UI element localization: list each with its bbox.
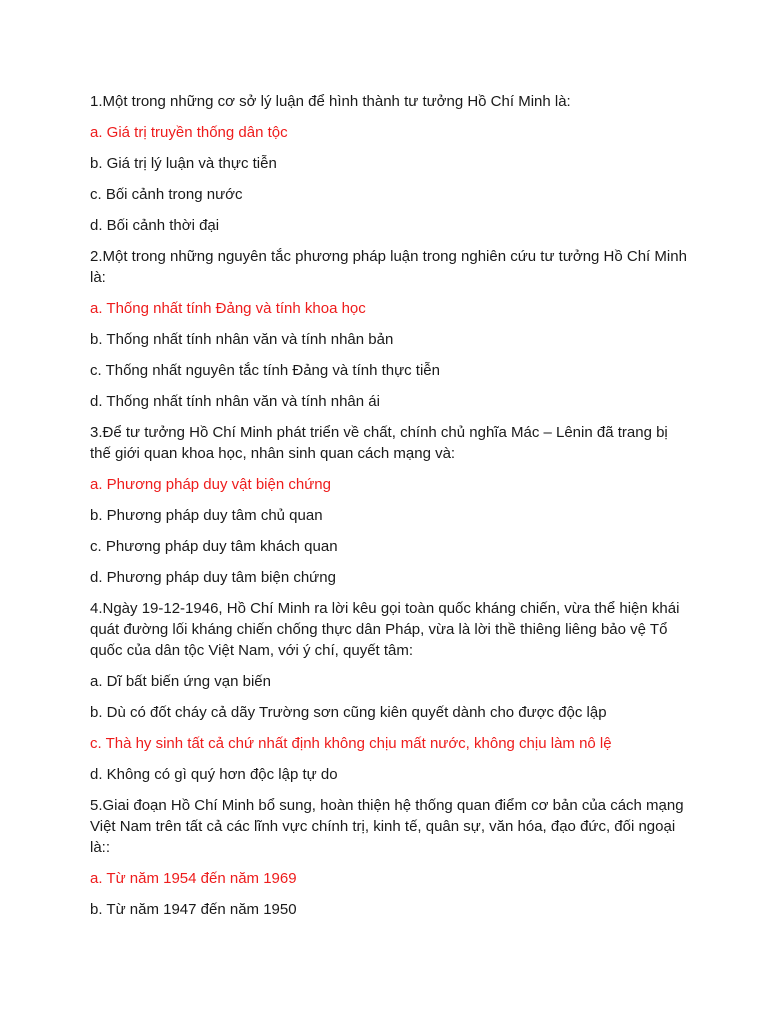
q3-option-b: b. Phương pháp duy tâm chủ quan [90,507,323,524]
quiz-document [90,91,690,920]
q4-option-b: b. Dù có đốt cháy cả dãy Trường sơn cũng kiên quyết dành cho được độc lập [90,704,607,721]
q1-option-a: a. Giá trị truyền thống dân tộc [90,124,288,141]
q1-option-c: c. Bối cảnh trong nước [90,186,243,203]
q3-option-a: a. Phương pháp duy vật biện chứng [90,476,331,493]
q4-option-a: a. Dĩ bất biến ứng vạn biến [90,673,271,690]
q5-option-a: a. Từ năm 1954 đến năm 1969 [90,870,297,887]
q2-option-a: a. Thống nhất tính Đảng và tính khoa học [90,300,366,317]
question-4: 4.Ngày 19-12-1946, Hồ Chí Minh ra lời kêu gọi toàn quốc kháng chiến, vừa thể hiện khái quát đường lối kháng chiến chống thực dân Pháp, vừa là lời thề thiêng liêng bảo vệ Tổ quốc của dân tộc Việt Nam, với ý chí, quyết tâm: [90,600,680,659]
q4-option-d: d. Không có gì quý hơn độc lập tự do [90,766,338,783]
q1-option-b: b. Giá trị lý luận và thực tiễn [90,155,277,172]
q2-option-c: c. Thống nhất nguyên tắc tính Đảng và tính thực tiễn [90,362,440,379]
question-5: 5.Giai đoạn Hồ Chí Minh bổ sung, hoàn thiện hệ thống quan điểm cơ bản của cách mạng Việt Nam trên tất cả các lĩnh vực chính trị, kinh tế, quân sự, văn hóa, đạo đức, đối ngoại là:: [90,797,684,856]
q4-option-c: c. Thà hy sinh tất cả chứ nhất định không chịu mất nước, không chịu làm nô lệ [90,735,612,752]
q2-option-d: d. Thống nhất tính nhân văn và tính nhân ái [90,393,380,410]
q3-option-c: c. Phương pháp duy tâm khách quan [90,538,338,555]
q5-option-b: b. Từ năm 1947 đến năm 1950 [90,901,297,918]
question-3: 3.Để tư tưởng Hồ Chí Minh phát triển về chất, chính chủ nghĩa Mác – Lênin đã trang bị thế giới quan khoa học, nhân sinh quan cách mạng và: [90,424,668,462]
q2-option-b: b. Thống nhất tính nhân văn và tính nhân bản [90,331,394,348]
question-2: 2.Một trong những nguyên tắc phương pháp luận trong nghiên cứu tư tưởng Hồ Chí Minh là: [90,248,687,286]
question-1: 1.Một trong những cơ sở lý luận để hình thành tư tưởng Hồ Chí Minh là: [90,93,571,110]
q1-option-d: d. Bối cảnh thời đại [90,217,220,234]
q3-option-d: d. Phương pháp duy tâm biện chứng [90,569,336,586]
